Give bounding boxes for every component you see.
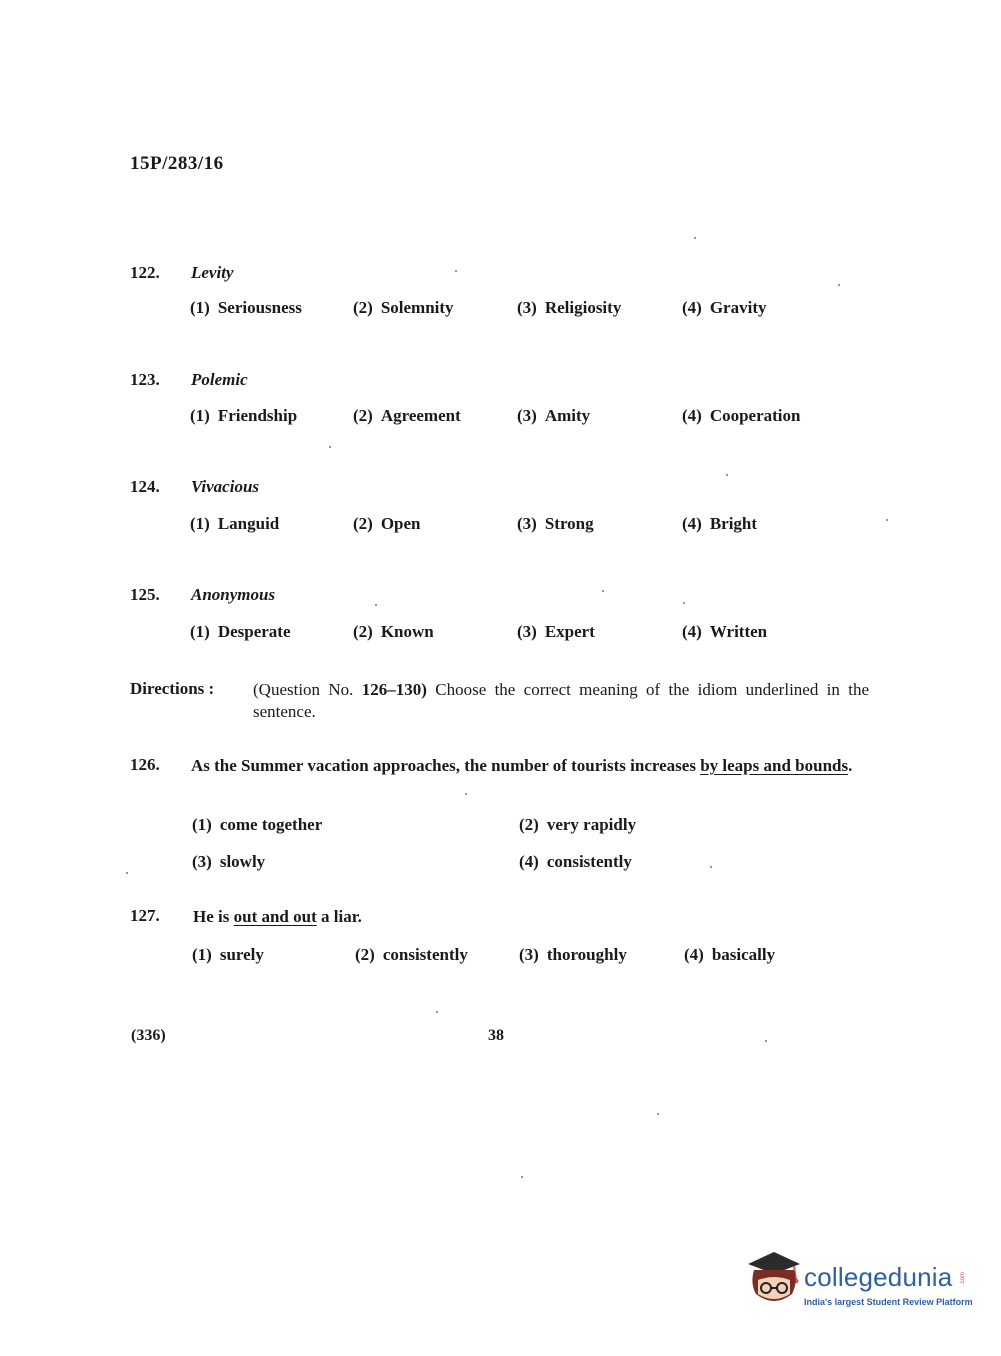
option-3: (3) thoroughly bbox=[519, 945, 627, 964]
option-2: (2) consistently bbox=[355, 945, 468, 964]
directions-label: Directions : bbox=[130, 679, 215, 698]
brand-suffix: .com bbox=[960, 1272, 966, 1286]
brand-name: collegedunia bbox=[804, 1262, 953, 1292]
option-4: (4) Bright bbox=[682, 514, 758, 533]
question-word: Vivacious bbox=[191, 477, 260, 496]
option-1: (1) come together bbox=[192, 815, 323, 834]
option-3: (3) Strong bbox=[517, 514, 594, 533]
option-1: (1) Seriousness bbox=[190, 298, 302, 317]
question-number: 123. bbox=[130, 370, 160, 389]
question-word: Levity bbox=[191, 263, 234, 282]
page-number: 38 bbox=[488, 1027, 504, 1044]
paper-code: 15P/283/16 bbox=[130, 153, 224, 174]
question-number: 125. bbox=[130, 585, 160, 604]
booklet-code: (336) bbox=[131, 1027, 166, 1044]
option-2: (2) Solemnity bbox=[353, 298, 454, 317]
option-1: (1) Desperate bbox=[190, 622, 291, 641]
question-number: 124. bbox=[130, 477, 160, 496]
option-4: (4) basically bbox=[684, 945, 776, 964]
option-4: (4) Gravity bbox=[682, 298, 767, 317]
option-1: (1) Languid bbox=[190, 514, 280, 533]
directions-text: (Question No. 126–130) Choose the correct meaning of the idiom underlined in the sentence. bbox=[253, 680, 869, 721]
mascot-icon bbox=[744, 1250, 804, 1312]
question-number: 122. bbox=[130, 263, 160, 282]
question-stem: He is out and out a liar. bbox=[193, 907, 362, 926]
question-stem: As the Summer vacation approaches, the number of tourists increases by leaps and bounds. bbox=[191, 756, 853, 775]
option-4: (4) consistently bbox=[519, 852, 632, 871]
option-1: (1) Friendship bbox=[190, 406, 298, 425]
option-3: (3) Expert bbox=[517, 622, 595, 641]
option-2: (2) very rapidly bbox=[519, 815, 637, 834]
question-word: Anonymous bbox=[191, 585, 276, 604]
question-number: 127. bbox=[130, 906, 160, 925]
idiom-underlined: by leaps and bounds bbox=[700, 756, 849, 775]
option-3: (3) Amity bbox=[517, 406, 591, 425]
question-number: 126. bbox=[130, 755, 160, 774]
brand-tagline: India's largest Student Review Platform bbox=[804, 1297, 973, 1307]
option-4: (4) Written bbox=[682, 622, 768, 641]
option-3: (3) slowly bbox=[192, 852, 266, 871]
option-3: (3) Religiosity bbox=[517, 298, 622, 317]
option-2: (2) Open bbox=[353, 514, 421, 533]
option-1: (1) surely bbox=[192, 945, 264, 964]
question-word: Polemic bbox=[191, 370, 248, 389]
option-2: (2) Agreement bbox=[353, 406, 461, 425]
option-4: (4) Cooperation bbox=[682, 406, 801, 425]
option-2: (2) Known bbox=[353, 622, 434, 641]
idiom-underlined: out and out bbox=[233, 907, 317, 926]
